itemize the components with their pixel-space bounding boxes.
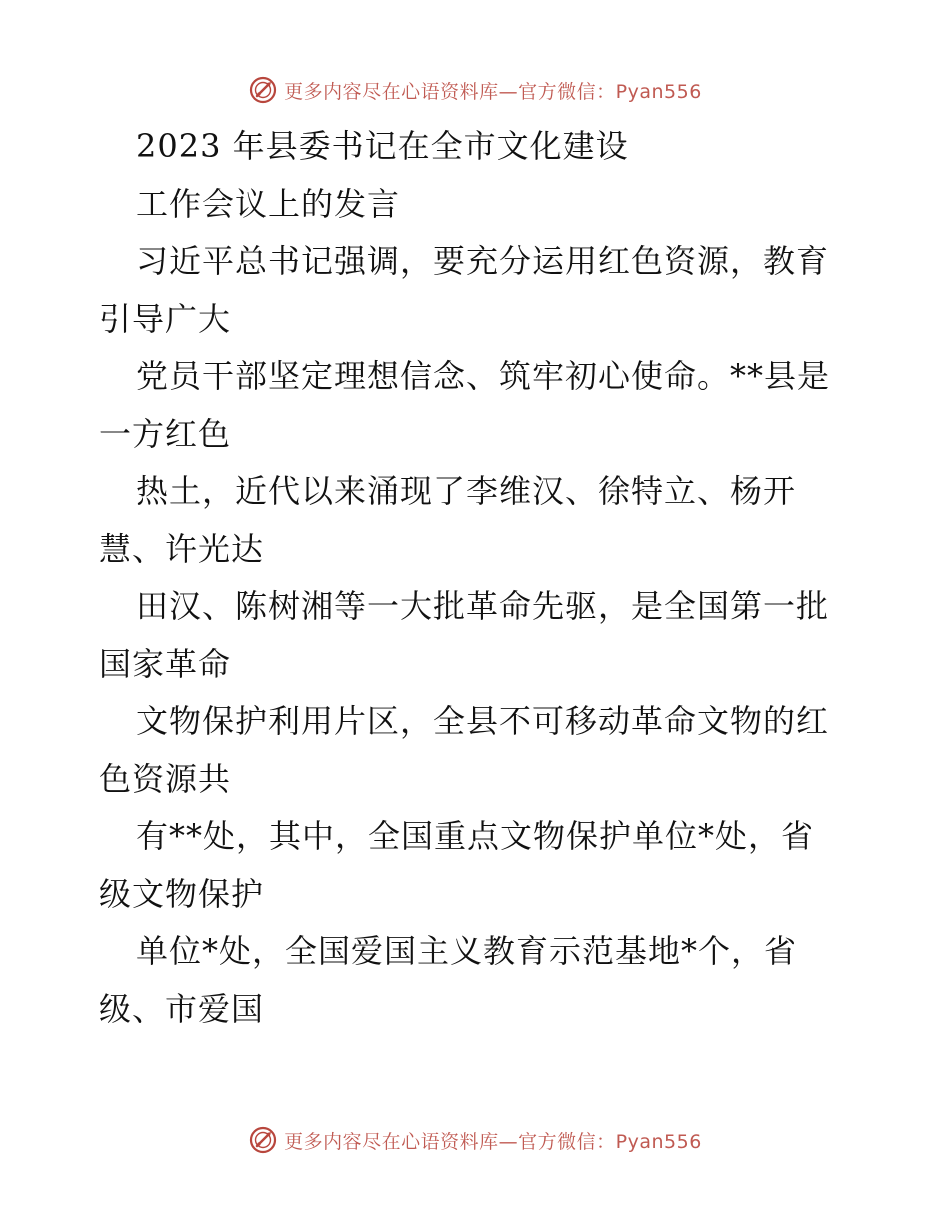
paragraph-line: 文物保护利用片区，全县不可移动革命文物的红 xyxy=(136,702,830,740)
seal-logo-icon xyxy=(248,75,278,105)
header-watermark-text: 更多内容尽在心语资料库—官方微信：Pyan556 xyxy=(284,80,702,103)
document-title-line-1: 2023 年县委书记在全市文化建设 xyxy=(136,127,629,165)
paragraph-line: 慧、许光达 xyxy=(99,529,265,568)
seal-logo-icon xyxy=(248,1125,278,1155)
paragraph-line: 国家革命 xyxy=(99,644,232,683)
paragraph-line: 田汉、陈树湘等一大批革命先驱，是全国第一批 xyxy=(136,587,830,625)
footer-watermark-banner xyxy=(0,1120,950,1160)
paragraph-line: 引导广大 xyxy=(99,299,232,338)
paragraph-line: 单位*处，全国爱国主义教育示范基地*个，省 xyxy=(136,932,798,970)
paragraph-line: 级、市爱国 xyxy=(99,989,265,1028)
header-watermark-banner xyxy=(0,70,950,110)
document-body xyxy=(99,118,859,1038)
paragraph-line: 热土，近代以来涌现了李维汉、徐特立、杨开 xyxy=(136,472,797,510)
paragraph-line: 有**处，其中，全国重点文物保护单位*处，省 xyxy=(136,817,815,855)
paragraph-line: 习近平总书记强调，要充分运用红色资源，教育 xyxy=(136,242,830,280)
paragraph-line: 党员干部坚定理想信念、筑牢初心使命。**县是 xyxy=(136,357,831,395)
document-title-line-2: 工作会议上的发言 xyxy=(136,184,401,223)
paragraph-line: 级文物保护 xyxy=(99,874,265,913)
footer-watermark-text: 更多内容尽在心语资料库—官方微信：Pyan556 xyxy=(284,1130,702,1153)
paragraph-line: 一方红色 xyxy=(99,414,232,453)
paragraph-line: 色资源共 xyxy=(99,759,232,798)
